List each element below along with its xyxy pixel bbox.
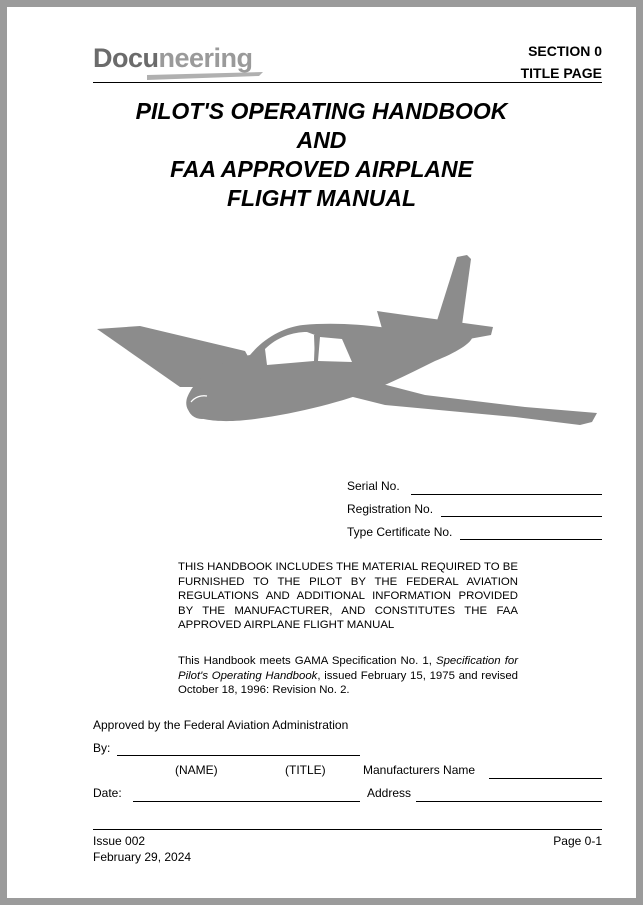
gama-text-prefix: This Handbook meets GAMA Specification No. 1, bbox=[178, 655, 436, 667]
manufacturer-name-field[interactable] bbox=[489, 778, 602, 779]
serial-number-label: Serial No. bbox=[347, 479, 400, 493]
serial-number-field[interactable] bbox=[411, 494, 602, 495]
title-line: FAA APPROVED AIRPLANE bbox=[170, 156, 473, 182]
footer-issue-block bbox=[93, 833, 191, 865]
title-line: FLIGHT MANUAL bbox=[226, 185, 417, 211]
registration-number-field[interactable] bbox=[441, 516, 602, 517]
date-field[interactable] bbox=[133, 801, 360, 802]
issue-date: February 29, 2024 bbox=[93, 850, 192, 864]
approval-statement bbox=[178, 560, 518, 633]
docuneering-logo bbox=[93, 43, 253, 74]
header-rule bbox=[93, 82, 602, 83]
logo-text-light: neering bbox=[158, 43, 253, 73]
statement-text: THIS HANDBOOK INCLUDES THE MATERIAL REQUIRED TO BE FURNISHED TO THE PILOT BY THE FEDERAL AVIATION REGULATIONS AND ADDITIONAL INFORMATION PROVIDED BY THE MANUFACTURER, AND CONSTITUTES THE FAA APPROVED AIRPLANE FLIGHT MANUAL bbox=[178, 561, 518, 631]
section-header bbox=[521, 40, 602, 84]
airplane-silhouette-icon bbox=[95, 255, 600, 430]
by-label: By: bbox=[93, 741, 111, 755]
name-label: (NAME) bbox=[175, 763, 218, 777]
address-field[interactable] bbox=[416, 801, 602, 802]
date-label: Date: bbox=[93, 786, 122, 800]
gama-specification bbox=[178, 654, 518, 698]
registration-number-label: Registration No. bbox=[347, 502, 434, 516]
document-page bbox=[7, 7, 636, 898]
gama-text-suffix: , issued February 15, 1975 and revised October 18, 1996: Revision No. 2. bbox=[178, 669, 518, 696]
page-number: Page 0-1 bbox=[553, 834, 602, 848]
gama-spec-title: Specification for Pilot's Operating Handbook bbox=[178, 655, 518, 682]
page-type: TITLE PAGE bbox=[520, 65, 602, 81]
section-number: SECTION 0 bbox=[528, 43, 602, 59]
address-label: Address bbox=[367, 786, 412, 800]
title-line: AND bbox=[296, 127, 347, 153]
type-certificate-field[interactable] bbox=[460, 539, 602, 540]
logo-swoosh-icon bbox=[147, 72, 267, 82]
approval-heading: Approved by the Federal Aviation Administration bbox=[93, 718, 349, 732]
issue-number: Issue 002 bbox=[93, 834, 146, 848]
footer-rule bbox=[93, 829, 602, 830]
title-label: (TITLE) bbox=[285, 763, 326, 777]
type-certificate-label: Type Certificate No. bbox=[347, 525, 453, 539]
document-title bbox=[7, 97, 636, 213]
logo-text-bold: Docu bbox=[93, 43, 159, 73]
by-signature-field[interactable] bbox=[117, 755, 360, 756]
title-line: PILOT'S OPERATING HANDBOOK bbox=[135, 98, 508, 124]
manufacturer-name-label: Manufacturers Name bbox=[363, 763, 476, 777]
